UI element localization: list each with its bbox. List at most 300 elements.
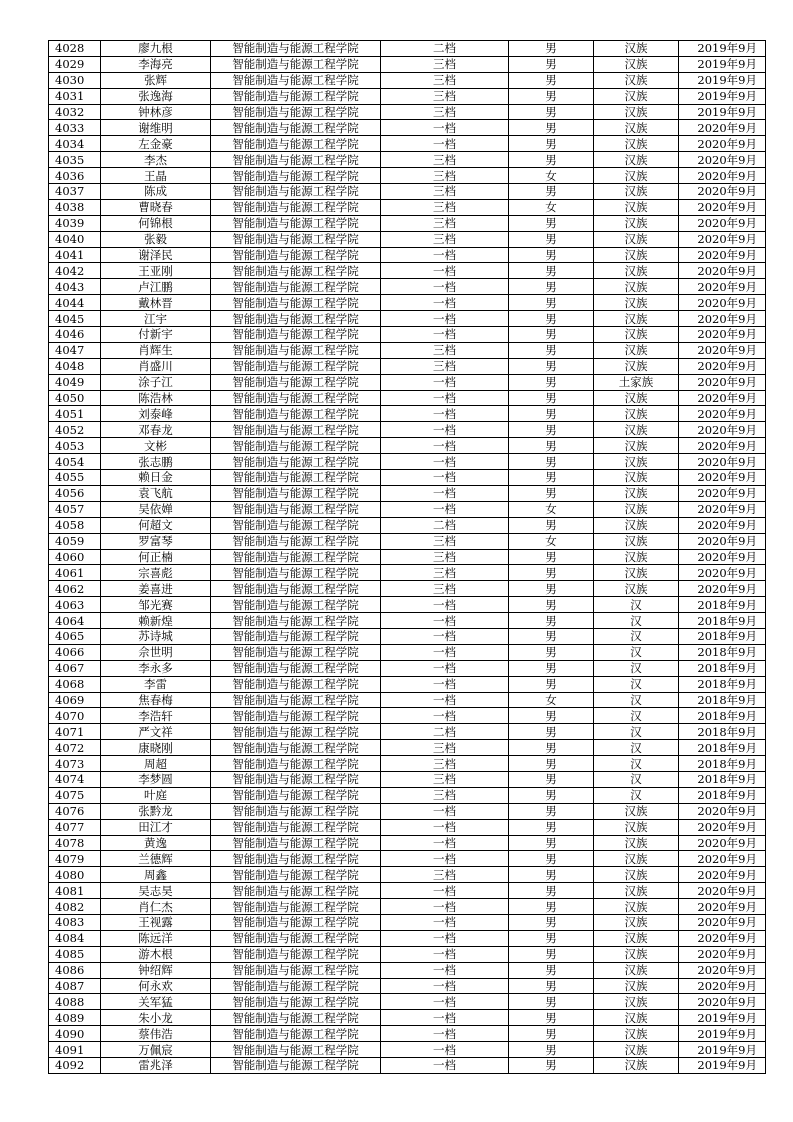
- grade-level-cell: 三档: [381, 787, 509, 803]
- college-cell: 智能制造与能源工程学院: [211, 470, 381, 486]
- table-row: [49, 819, 766, 835]
- table-body: [49, 41, 766, 1074]
- record-number-cell: 4089: [49, 1010, 101, 1026]
- gender-cell: 男: [509, 644, 594, 660]
- college-cell: 智能制造与能源工程学院: [211, 1010, 381, 1026]
- gender-cell: 男: [509, 549, 594, 565]
- student-name-cell: 吴依婵: [101, 501, 211, 517]
- grade-level-cell: 一档: [381, 628, 509, 644]
- college-cell: 智能制造与能源工程学院: [211, 1058, 381, 1074]
- gender-cell: 男: [509, 867, 594, 883]
- table-row: [49, 549, 766, 565]
- ethnicity-cell: 汉族: [594, 581, 679, 597]
- student-name-cell: 谢维明: [101, 120, 211, 136]
- gender-cell: 男: [509, 406, 594, 422]
- table-row: [49, 358, 766, 374]
- college-cell: 智能制造与能源工程学院: [211, 231, 381, 247]
- record-number-cell: 4064: [49, 613, 101, 629]
- table-row: [49, 263, 766, 279]
- gender-cell: 男: [509, 72, 594, 88]
- gender-cell: 男: [509, 454, 594, 470]
- record-number-cell: 4029: [49, 56, 101, 72]
- college-cell: 智能制造与能源工程学院: [211, 771, 381, 787]
- gender-cell: 男: [509, 56, 594, 72]
- record-number-cell: 4070: [49, 708, 101, 724]
- grade-level-cell: 一档: [381, 279, 509, 295]
- student-name-cell: 罗富琴: [101, 533, 211, 549]
- ethnicity-cell: 汉族: [594, 88, 679, 104]
- grade-level-cell: 一档: [381, 978, 509, 994]
- gender-cell: 男: [509, 1042, 594, 1058]
- college-cell: 智能制造与能源工程学院: [211, 756, 381, 772]
- ethnicity-cell: 汉族: [594, 72, 679, 88]
- college-cell: 智能制造与能源工程学院: [211, 581, 381, 597]
- table-row: [49, 692, 766, 708]
- grade-level-cell: 三档: [381, 88, 509, 104]
- college-cell: 智能制造与能源工程学院: [211, 835, 381, 851]
- grade-level-cell: 一档: [381, 962, 509, 978]
- grade-level-cell: 一档: [381, 708, 509, 724]
- college-cell: 智能制造与能源工程学院: [211, 390, 381, 406]
- gender-cell: 男: [509, 311, 594, 327]
- ethnicity-cell: 汉族: [594, 470, 679, 486]
- enrollment-date-cell: 2020年9月: [679, 247, 766, 263]
- gender-cell: 男: [509, 136, 594, 152]
- student-name-cell: 李杰: [101, 152, 211, 168]
- gender-cell: 男: [509, 390, 594, 406]
- record-number-cell: 4037: [49, 184, 101, 200]
- ethnicity-cell: 汉族: [594, 867, 679, 883]
- college-cell: 智能制造与能源工程学院: [211, 72, 381, 88]
- enrollment-date-cell: 2020年9月: [679, 199, 766, 215]
- record-number-cell: 4079: [49, 851, 101, 867]
- ethnicity-cell: 汉族: [594, 962, 679, 978]
- college-cell: 智能制造与能源工程学院: [211, 152, 381, 168]
- record-number-cell: 4076: [49, 803, 101, 819]
- enrollment-date-cell: 2019年9月: [679, 1058, 766, 1074]
- record-number-cell: 4045: [49, 311, 101, 327]
- enrollment-date-cell: 2020年9月: [679, 501, 766, 517]
- college-cell: 智能制造与能源工程学院: [211, 168, 381, 184]
- table-row: [49, 581, 766, 597]
- enrollment-date-cell: 2020年9月: [679, 835, 766, 851]
- college-cell: 智能制造与能源工程学院: [211, 883, 381, 899]
- enrollment-date-cell: 2020年9月: [679, 374, 766, 390]
- grade-level-cell: 一档: [381, 1058, 509, 1074]
- gender-cell: 男: [509, 1026, 594, 1042]
- college-cell: 智能制造与能源工程学院: [211, 676, 381, 692]
- table-row: [49, 899, 766, 915]
- gender-cell: 女: [509, 501, 594, 517]
- enrollment-date-cell: 2018年9月: [679, 644, 766, 660]
- enrollment-date-cell: 2020年9月: [679, 883, 766, 899]
- student-name-cell: 焦春梅: [101, 692, 211, 708]
- student-name-cell: 周鑫: [101, 867, 211, 883]
- record-number-cell: 4048: [49, 358, 101, 374]
- enrollment-date-cell: 2020年9月: [679, 358, 766, 374]
- ethnicity-cell: 汉族: [594, 899, 679, 915]
- grade-level-cell: 一档: [381, 883, 509, 899]
- record-number-cell: 4088: [49, 994, 101, 1010]
- ethnicity-cell: 汉: [594, 708, 679, 724]
- ethnicity-cell: 汉族: [594, 168, 679, 184]
- grade-level-cell: 三档: [381, 215, 509, 231]
- table-row: [49, 199, 766, 215]
- gender-cell: 男: [509, 962, 594, 978]
- record-number-cell: 4078: [49, 835, 101, 851]
- table-row: [49, 295, 766, 311]
- grade-level-cell: 二档: [381, 41, 509, 57]
- student-name-cell: 谢泽民: [101, 247, 211, 263]
- table-row: [49, 756, 766, 772]
- table-row: [49, 152, 766, 168]
- grade-level-cell: 一档: [381, 1042, 509, 1058]
- grade-level-cell: 一档: [381, 1026, 509, 1042]
- record-number-cell: 4049: [49, 374, 101, 390]
- ethnicity-cell: 汉族: [594, 851, 679, 867]
- college-cell: 智能制造与能源工程学院: [211, 374, 381, 390]
- ethnicity-cell: 汉族: [594, 295, 679, 311]
- enrollment-date-cell: 2019年9月: [679, 88, 766, 104]
- ethnicity-cell: 汉族: [594, 41, 679, 57]
- ethnicity-cell: 汉: [594, 660, 679, 676]
- record-number-cell: 4036: [49, 168, 101, 184]
- record-number-cell: 4032: [49, 104, 101, 120]
- college-cell: 智能制造与能源工程学院: [211, 549, 381, 565]
- enrollment-date-cell: 2019年9月: [679, 1042, 766, 1058]
- college-cell: 智能制造与能源工程学院: [211, 899, 381, 915]
- record-number-cell: 4050: [49, 390, 101, 406]
- record-number-cell: 4033: [49, 120, 101, 136]
- student-name-cell: 游木根: [101, 946, 211, 962]
- table-row: [49, 1026, 766, 1042]
- table-row: [49, 1058, 766, 1074]
- table-row: [49, 517, 766, 533]
- table-row: [49, 231, 766, 247]
- ethnicity-cell: 汉族: [594, 517, 679, 533]
- ethnicity-cell: 汉族: [594, 327, 679, 343]
- student-list-table: [48, 40, 766, 1074]
- student-name-cell: 张辉: [101, 72, 211, 88]
- enrollment-date-cell: 2018年9月: [679, 787, 766, 803]
- enrollment-date-cell: 2020年9月: [679, 120, 766, 136]
- college-cell: 智能制造与能源工程学院: [211, 787, 381, 803]
- college-cell: 智能制造与能源工程学院: [211, 215, 381, 231]
- college-cell: 智能制造与能源工程学院: [211, 104, 381, 120]
- enrollment-date-cell: 2020年9月: [679, 215, 766, 231]
- grade-level-cell: 三档: [381, 549, 509, 565]
- gender-cell: 男: [509, 946, 594, 962]
- college-cell: 智能制造与能源工程学院: [211, 311, 381, 327]
- college-cell: 智能制造与能源工程学院: [211, 946, 381, 962]
- gender-cell: 男: [509, 279, 594, 295]
- gender-cell: 女: [509, 199, 594, 215]
- student-name-cell: 张逸海: [101, 88, 211, 104]
- record-number-cell: 4083: [49, 914, 101, 930]
- table-row: [49, 613, 766, 629]
- college-cell: 智能制造与能源工程学院: [211, 628, 381, 644]
- enrollment-date-cell: 2020年9月: [679, 263, 766, 279]
- student-name-cell: 邓春龙: [101, 422, 211, 438]
- student-name-cell: 卢江鹏: [101, 279, 211, 295]
- grade-level-cell: 三档: [381, 184, 509, 200]
- grade-level-cell: 一档: [381, 914, 509, 930]
- gender-cell: 男: [509, 485, 594, 501]
- ethnicity-cell: 汉族: [594, 994, 679, 1010]
- record-number-cell: 4055: [49, 470, 101, 486]
- gender-cell: 男: [509, 899, 594, 915]
- record-number-cell: 4034: [49, 136, 101, 152]
- student-name-cell: 佘世明: [101, 644, 211, 660]
- student-name-cell: 钟林彦: [101, 104, 211, 120]
- table-row: [49, 740, 766, 756]
- student-name-cell: 邹光赛: [101, 597, 211, 613]
- student-name-cell: 李梦圆: [101, 771, 211, 787]
- table-row: [49, 342, 766, 358]
- student-name-cell: 王视露: [101, 914, 211, 930]
- ethnicity-cell: 汉: [594, 644, 679, 660]
- record-number-cell: 4058: [49, 517, 101, 533]
- enrollment-date-cell: 2020年9月: [679, 311, 766, 327]
- student-name-cell: 张毅: [101, 231, 211, 247]
- student-name-cell: 何超文: [101, 517, 211, 533]
- college-cell: 智能制造与能源工程学院: [211, 613, 381, 629]
- grade-level-cell: 一档: [381, 454, 509, 470]
- ethnicity-cell: 汉族: [594, 390, 679, 406]
- grade-level-cell: 一档: [381, 1010, 509, 1026]
- gender-cell: 女: [509, 168, 594, 184]
- student-name-cell: 李雷: [101, 676, 211, 692]
- ethnicity-cell: 汉族: [594, 342, 679, 358]
- gender-cell: 男: [509, 978, 594, 994]
- record-number-cell: 4073: [49, 756, 101, 772]
- student-name-cell: 雷兆泽: [101, 1058, 211, 1074]
- table-row: [49, 438, 766, 454]
- ethnicity-cell: 汉族: [594, 819, 679, 835]
- college-cell: 智能制造与能源工程学院: [211, 199, 381, 215]
- student-name-cell: 叶庭: [101, 787, 211, 803]
- ethnicity-cell: 汉族: [594, 406, 679, 422]
- ethnicity-cell: 土家族: [594, 374, 679, 390]
- student-name-cell: 何永欢: [101, 978, 211, 994]
- grade-level-cell: 一档: [381, 390, 509, 406]
- enrollment-date-cell: 2019年9月: [679, 72, 766, 88]
- grade-level-cell: 三档: [381, 756, 509, 772]
- record-number-cell: 4056: [49, 485, 101, 501]
- gender-cell: 男: [509, 215, 594, 231]
- grade-level-cell: 三档: [381, 199, 509, 215]
- table-row: [49, 120, 766, 136]
- enrollment-date-cell: 2020年9月: [679, 295, 766, 311]
- college-cell: 智能制造与能源工程学院: [211, 184, 381, 200]
- table-row: [49, 787, 766, 803]
- gender-cell: 男: [509, 613, 594, 629]
- ethnicity-cell: 汉族: [594, 358, 679, 374]
- gender-cell: 男: [509, 517, 594, 533]
- gender-cell: 男: [509, 914, 594, 930]
- ethnicity-cell: 汉: [594, 740, 679, 756]
- college-cell: 智能制造与能源工程学院: [211, 565, 381, 581]
- enrollment-date-cell: 2018年9月: [679, 628, 766, 644]
- ethnicity-cell: 汉: [594, 771, 679, 787]
- college-cell: 智能制造与能源工程学院: [211, 978, 381, 994]
- enrollment-date-cell: 2020年9月: [679, 533, 766, 549]
- table-row: [49, 215, 766, 231]
- record-number-cell: 4067: [49, 660, 101, 676]
- ethnicity-cell: 汉族: [594, 231, 679, 247]
- gender-cell: 男: [509, 628, 594, 644]
- gender-cell: 男: [509, 803, 594, 819]
- gender-cell: 男: [509, 883, 594, 899]
- record-number-cell: 4080: [49, 867, 101, 883]
- table-row: [49, 454, 766, 470]
- enrollment-date-cell: 2020年9月: [679, 136, 766, 152]
- enrollment-date-cell: 2020年9月: [679, 390, 766, 406]
- college-cell: 智能制造与能源工程学院: [211, 120, 381, 136]
- student-name-cell: 何锦根: [101, 215, 211, 231]
- student-name-cell: 陈成: [101, 184, 211, 200]
- table-row: [49, 247, 766, 263]
- enrollment-date-cell: 2020年9月: [679, 184, 766, 200]
- gender-cell: 男: [509, 771, 594, 787]
- ethnicity-cell: 汉: [594, 787, 679, 803]
- grade-level-cell: 三档: [381, 72, 509, 88]
- student-name-cell: 兰德辉: [101, 851, 211, 867]
- table-row: [49, 374, 766, 390]
- record-number-cell: 4060: [49, 549, 101, 565]
- enrollment-date-cell: 2020年9月: [679, 231, 766, 247]
- enrollment-date-cell: 2018年9月: [679, 613, 766, 629]
- record-number-cell: 4091: [49, 1042, 101, 1058]
- record-number-cell: 4077: [49, 819, 101, 835]
- gender-cell: 男: [509, 422, 594, 438]
- student-name-cell: 钟绍辉: [101, 962, 211, 978]
- college-cell: 智能制造与能源工程学院: [211, 692, 381, 708]
- record-number-cell: 4040: [49, 231, 101, 247]
- grade-level-cell: 三档: [381, 740, 509, 756]
- student-name-cell: 严文祥: [101, 724, 211, 740]
- grade-level-cell: 三档: [381, 56, 509, 72]
- college-cell: 智能制造与能源工程学院: [211, 597, 381, 613]
- ethnicity-cell: 汉族: [594, 835, 679, 851]
- record-number-cell: 4030: [49, 72, 101, 88]
- gender-cell: 男: [509, 835, 594, 851]
- record-number-cell: 4092: [49, 1058, 101, 1074]
- grade-level-cell: 一档: [381, 263, 509, 279]
- ethnicity-cell: 汉族: [594, 930, 679, 946]
- table-row: [49, 835, 766, 851]
- student-name-cell: 苏诗城: [101, 628, 211, 644]
- enrollment-date-cell: 2020年9月: [679, 438, 766, 454]
- record-number-cell: 4085: [49, 946, 101, 962]
- table-row: [49, 1042, 766, 1058]
- grade-level-cell: 二档: [381, 724, 509, 740]
- ethnicity-cell: 汉族: [594, 978, 679, 994]
- student-name-cell: 廖九根: [101, 41, 211, 57]
- college-cell: 智能制造与能源工程学院: [211, 454, 381, 470]
- ethnicity-cell: 汉族: [594, 422, 679, 438]
- enrollment-date-cell: 2020年9月: [679, 962, 766, 978]
- grade-level-cell: 一档: [381, 327, 509, 343]
- student-name-cell: 王晶: [101, 168, 211, 184]
- gender-cell: 男: [509, 41, 594, 57]
- enrollment-date-cell: 2018年9月: [679, 771, 766, 787]
- grade-level-cell: 三档: [381, 152, 509, 168]
- gender-cell: 男: [509, 724, 594, 740]
- table-row: [49, 914, 766, 930]
- gender-cell: 男: [509, 184, 594, 200]
- ethnicity-cell: 汉: [594, 597, 679, 613]
- ethnicity-cell: 汉族: [594, 501, 679, 517]
- gender-cell: 男: [509, 819, 594, 835]
- table-row: [49, 470, 766, 486]
- gender-cell: 男: [509, 231, 594, 247]
- student-name-cell: 付新宇: [101, 327, 211, 343]
- enrollment-date-cell: 2018年9月: [679, 676, 766, 692]
- record-number-cell: 4072: [49, 740, 101, 756]
- ethnicity-cell: 汉族: [594, 56, 679, 72]
- table-row: [49, 406, 766, 422]
- grade-level-cell: 一档: [381, 676, 509, 692]
- college-cell: 智能制造与能源工程学院: [211, 342, 381, 358]
- grade-level-cell: 三档: [381, 533, 509, 549]
- grade-level-cell: 一档: [381, 930, 509, 946]
- college-cell: 智能制造与能源工程学院: [211, 501, 381, 517]
- enrollment-date-cell: 2020年9月: [679, 978, 766, 994]
- table-row: [49, 422, 766, 438]
- table-row: [49, 628, 766, 644]
- grade-level-cell: 一档: [381, 470, 509, 486]
- ethnicity-cell: 汉族: [594, 1026, 679, 1042]
- table-row: [49, 978, 766, 994]
- table-row: [49, 644, 766, 660]
- record-number-cell: 4075: [49, 787, 101, 803]
- student-name-cell: 陈浩林: [101, 390, 211, 406]
- college-cell: 智能制造与能源工程学院: [211, 867, 381, 883]
- record-number-cell: 4051: [49, 406, 101, 422]
- record-number-cell: 4057: [49, 501, 101, 517]
- student-name-cell: 江宇: [101, 311, 211, 327]
- ethnicity-cell: 汉族: [594, 454, 679, 470]
- record-number-cell: 4041: [49, 247, 101, 263]
- college-cell: 智能制造与能源工程学院: [211, 358, 381, 374]
- record-number-cell: 4082: [49, 899, 101, 915]
- student-name-cell: 李永多: [101, 660, 211, 676]
- enrollment-date-cell: 2020年9月: [679, 152, 766, 168]
- gender-cell: 男: [509, 1010, 594, 1026]
- enrollment-date-cell: 2020年9月: [679, 994, 766, 1010]
- table-row: [49, 676, 766, 692]
- student-name-cell: 曹晓春: [101, 199, 211, 215]
- ethnicity-cell: 汉: [594, 724, 679, 740]
- ethnicity-cell: 汉族: [594, 199, 679, 215]
- student-name-cell: 王亚刚: [101, 263, 211, 279]
- grade-level-cell: 一档: [381, 819, 509, 835]
- college-cell: 智能制造与能源工程学院: [211, 406, 381, 422]
- table-row: [49, 1010, 766, 1026]
- table-row: [49, 660, 766, 676]
- table-row: [49, 533, 766, 549]
- grade-level-cell: 一档: [381, 374, 509, 390]
- student-name-cell: 万佩宸: [101, 1042, 211, 1058]
- enrollment-date-cell: 2019年9月: [679, 104, 766, 120]
- gender-cell: 男: [509, 438, 594, 454]
- college-cell: 智能制造与能源工程学院: [211, 247, 381, 263]
- grade-level-cell: 一档: [381, 136, 509, 152]
- table-row: [49, 962, 766, 978]
- record-number-cell: 4090: [49, 1026, 101, 1042]
- grade-level-cell: 一档: [381, 295, 509, 311]
